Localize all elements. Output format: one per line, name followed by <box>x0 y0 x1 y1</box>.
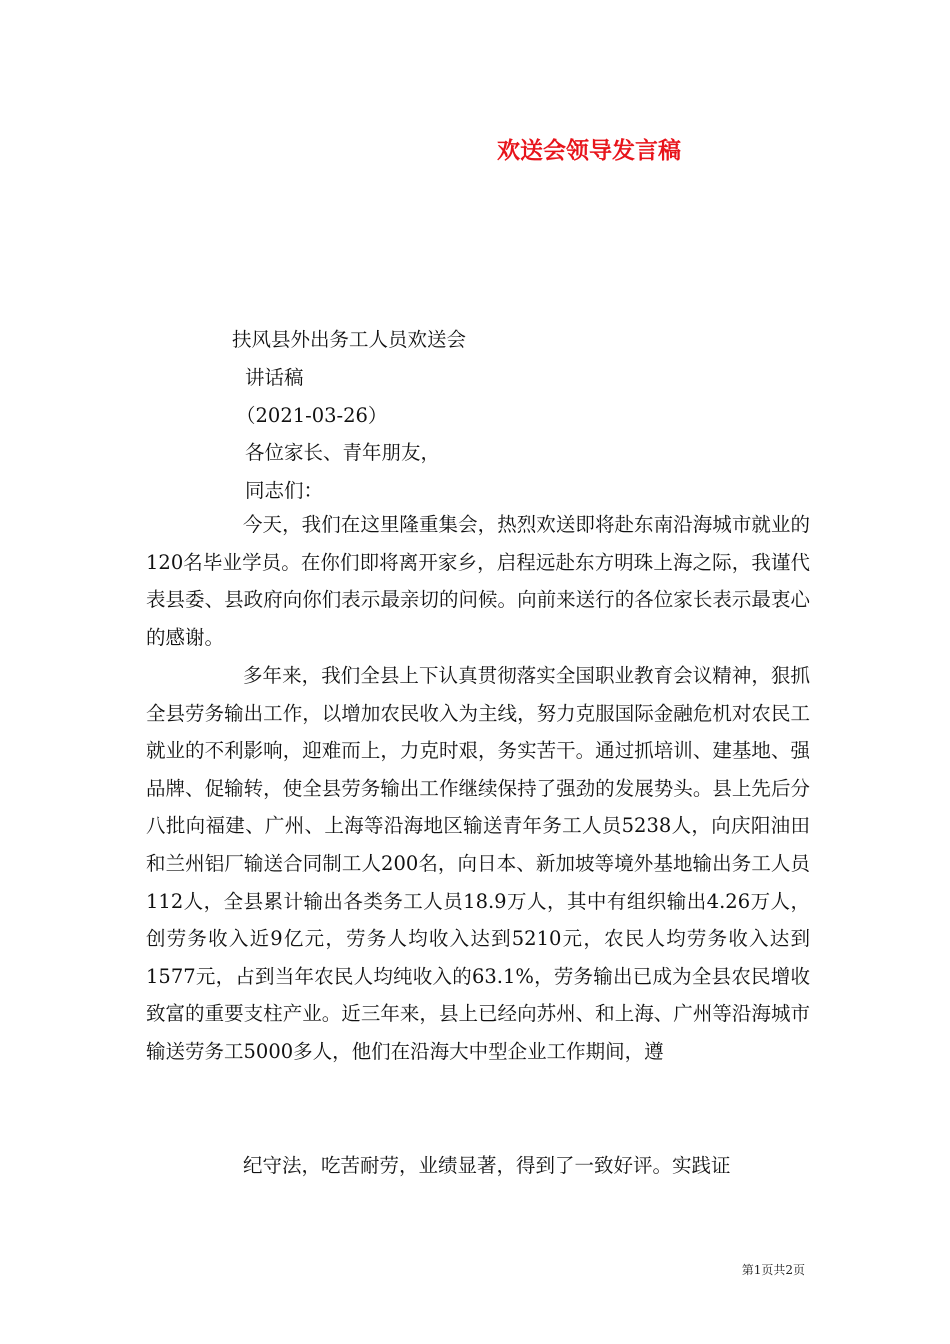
page-footer: 第1页共2页 <box>741 1263 805 1277</box>
page-title: 欢送会领导发言稿 <box>497 137 681 164</box>
subtitle-line-speech: 讲话稿 <box>245 366 304 389</box>
salutation-line: 各位家长、青年朋友， <box>245 441 441 464</box>
salutation-line-comrades: 同志们： <box>245 479 324 502</box>
body-paragraph-3: 纪守法，吃苦耐劳，业绩显著，得到了一致好评。实践证 <box>243 1154 731 1177</box>
body-paragraph-1: 今天，我们在这里隆重集会，热烈欢送即将赴东南沿海城市就业的120名毕业学员。在你们即将离开家乡，启程远赴东方明珠上海之际，我谨代表县委、县政府向你们表示最亲切的问候。向前来送行的各位家长表示最衷心的感谢。 <box>146 513 810 649</box>
subtitle-line: 扶风县外出务工人员欢送会 <box>232 328 467 351</box>
body-paragraph-2: 多年来，我们全县上下认真贯彻落实全国职业教育会议精神，狠抓全县劳务输出工作，以增加农民收入为主线，努力克服国际金融危机对农民工就业的不利影响，迎难而上，力克时艰，务实苦干。通过抓培训、建基地、强品牌、促输转，使全县劳务输出工作继续保持了强劲的发展势头。县上先后分八批向福建、广州、上海等沿海地区输送青年务工人员5238人，向庆阳油田和兰州铝厂输送合同制工人200名，向日本、新加坡等境外基地输出务工人员112人，全县累计输出各类务工人员18.9万人，其中有组织输出4.26万人，创劳务收入近9亿元，劳务人均收入达到5210元，农民人均劳务收入达到1577元，占到当年农民人均纯收入的63.1%，劳务输出已成为全县农民增收致富的重要支柱产业。近三年来，县上已经向苏州、和上海、广州等沿海城市输送劳务工5000多人，他们在沿海大中型企业工作期间，遵 <box>146 664 810 1063</box>
date-line: （2021-03-26） <box>236 404 388 427</box>
